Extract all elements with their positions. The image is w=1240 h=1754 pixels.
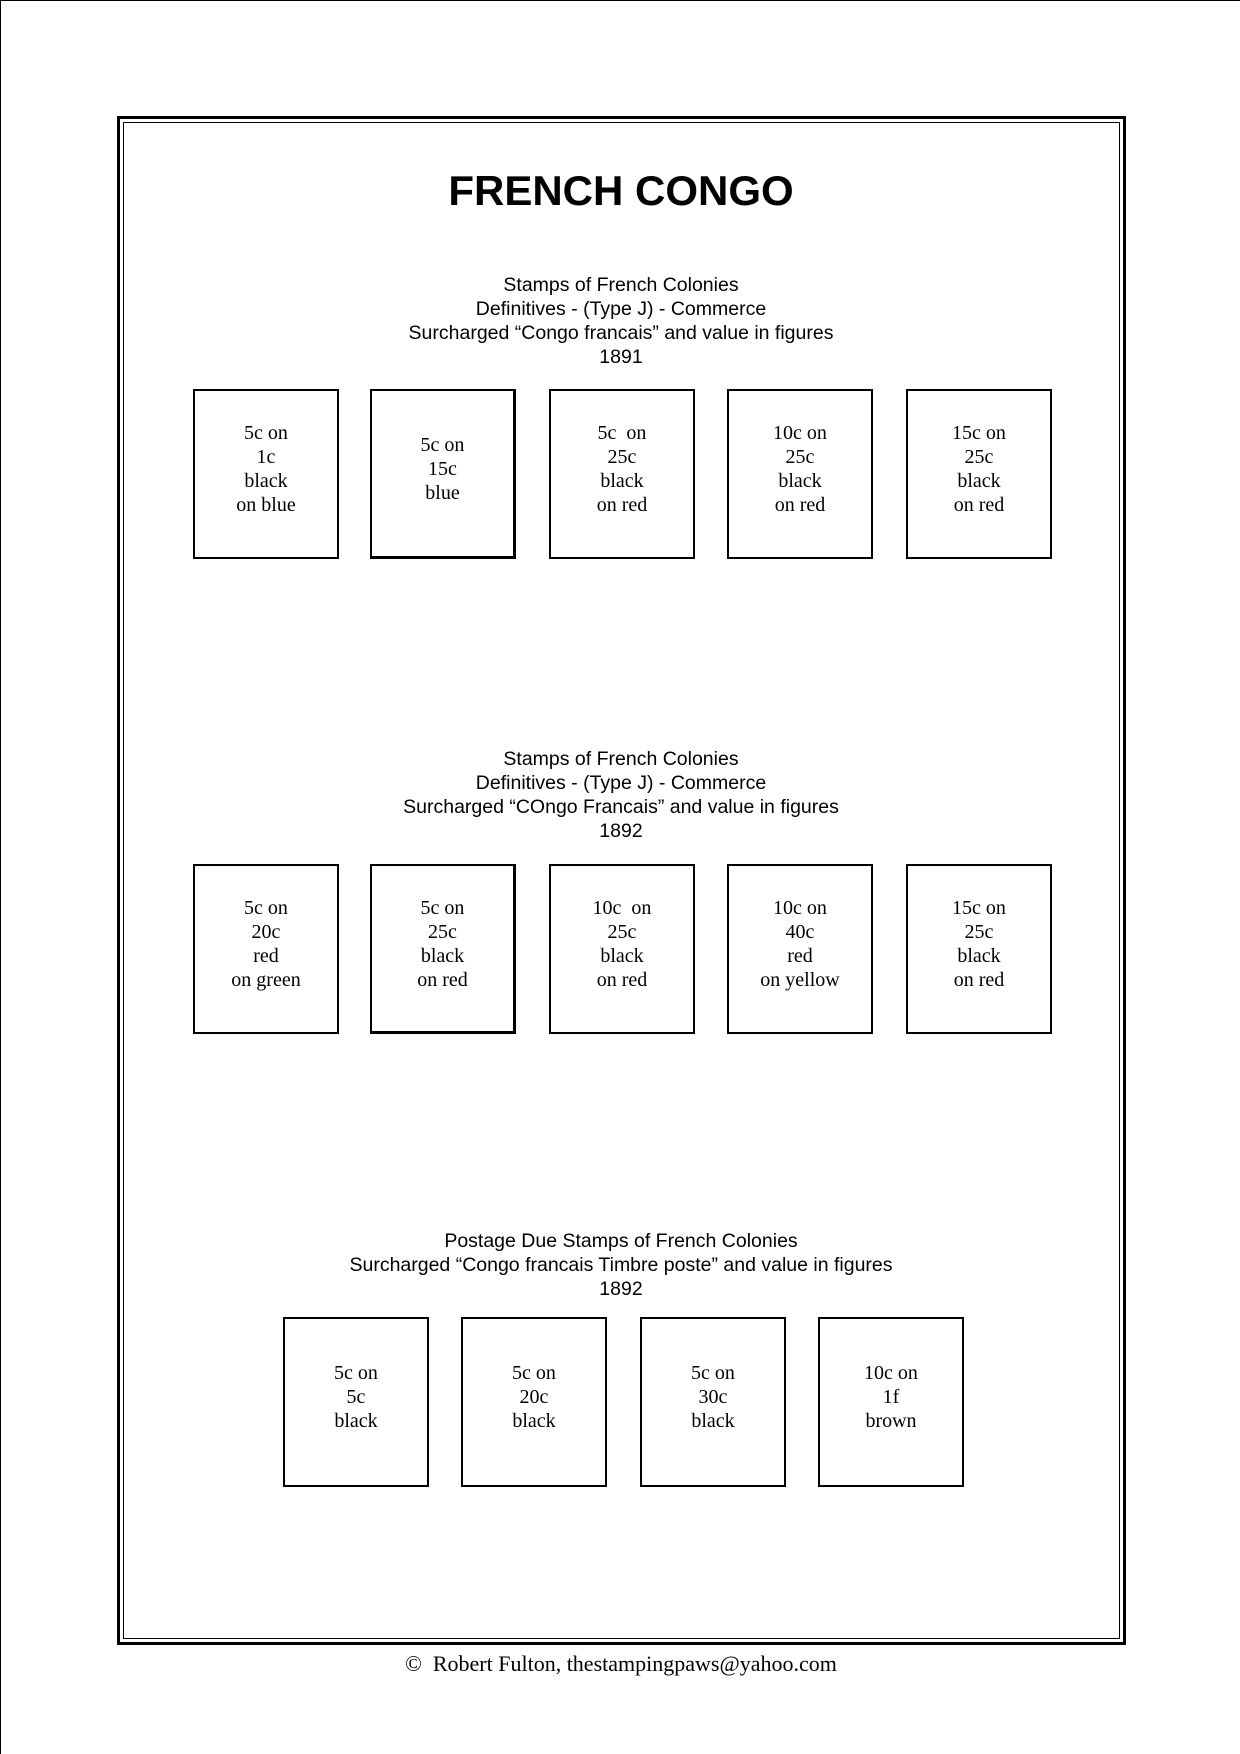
stamp-line: 25c (785, 446, 815, 468)
stamp-description (417, 896, 468, 992)
stamp-space (370, 864, 516, 1034)
stamp-line: 25c (964, 921, 994, 943)
stamp-line: 5c on (420, 896, 465, 919)
section-header-postage-due (1, 1229, 1240, 1301)
stamp-space (640, 1317, 786, 1487)
stamp-line: 5c on (244, 897, 288, 919)
stamp-description (952, 421, 1006, 517)
stamp-line: 15c on (952, 422, 1006, 444)
stamp-line: on blue (236, 494, 296, 516)
stamp-description (952, 896, 1006, 992)
stamp-space (193, 389, 339, 559)
stamp-line: 40c (785, 921, 815, 943)
stamp-line: 1c (256, 446, 276, 468)
page-title: FRENCH CONGO (448, 167, 794, 214)
section-header-line: Surcharged “COngo Francais” and value in figures (403, 796, 839, 818)
stamp-line: 5c (346, 1386, 366, 1408)
stamp-line: on red (953, 494, 1005, 516)
section-header-1891 (1, 273, 1240, 369)
stamp-description (334, 1361, 378, 1433)
stamp-line: 25c (607, 921, 637, 943)
section-header-line: 1892 (599, 1278, 643, 1300)
stamp-line: 5c on (334, 1362, 378, 1384)
stamp-space (283, 1317, 429, 1487)
stamp-line: 5c on (512, 1362, 556, 1384)
stamp-line: 10c on (773, 422, 827, 444)
stamp-line: on red (596, 494, 648, 516)
stamp-line: 15c (428, 457, 457, 480)
stamp-line: 5c on (420, 433, 465, 456)
stamp-line: black (512, 1410, 556, 1432)
stamp-line: 10c on (592, 897, 652, 919)
stamp-line: on red (953, 969, 1005, 991)
section-header-line: 1892 (599, 820, 643, 842)
copyright-footer: © Robert Fulton, thestampingpaws@yahoo.com (405, 1651, 837, 1676)
stamp-line: black (244, 470, 288, 492)
stamp-line: on green (231, 969, 301, 991)
section-header-line: 1891 (599, 346, 643, 368)
stamp-space (727, 389, 873, 559)
stamp-description (236, 421, 295, 517)
stamp-description (593, 896, 652, 992)
stamp-description (773, 421, 827, 517)
section-header-1892 (1, 747, 1240, 843)
stamp-space (549, 389, 695, 559)
section-header-line: Definitives - (Type J) - Commerce (475, 298, 767, 320)
stamp-line: red (787, 945, 813, 967)
stamp-line: 10c on (773, 897, 827, 919)
section-header-line: Surcharged “Congo francais Timbre poste” and value in figures (349, 1254, 893, 1276)
stamp-line: black (957, 470, 1001, 492)
stamp-line: 5c on (691, 1362, 735, 1384)
section-header-line: Postage Due Stamps of French Colonies (444, 1230, 798, 1252)
section-header-line: Definitives - (Type J) - Commerce (475, 772, 767, 794)
stamp-line: 5c on (597, 422, 647, 444)
stamp-line: 20c (251, 921, 281, 943)
stamp-description (597, 421, 648, 517)
stamp-line: red (253, 945, 279, 967)
stamp-line: on red (774, 494, 826, 516)
stamp-line: 10c on (864, 1362, 918, 1384)
stamp-description (421, 433, 465, 505)
stamp-space (906, 864, 1052, 1034)
stamp-space (549, 864, 695, 1034)
stamp-space (193, 864, 339, 1034)
stamp-description (864, 1361, 918, 1433)
section-header-line: Stamps of French Colonies (503, 748, 739, 770)
stamp-line: black (957, 945, 1001, 967)
stamp-description (512, 1361, 556, 1433)
stamp-line: 15c on (952, 897, 1006, 919)
stamp-space (818, 1317, 964, 1487)
stamp-space (370, 389, 516, 559)
stamp-line: black (600, 470, 644, 492)
stamp-line: 5c on (244, 422, 288, 444)
stamp-space (727, 864, 873, 1034)
stamp-space (461, 1317, 607, 1487)
stamp-line: 25c (428, 920, 457, 943)
stamp-line: black (691, 1410, 735, 1432)
section-header-line: Stamps of French Colonies (503, 274, 739, 296)
stamp-description (760, 896, 839, 992)
stamp-description (231, 896, 300, 992)
stamp-line: black (420, 944, 465, 967)
stamp-line: 30c (698, 1386, 728, 1408)
stamp-line: on red (417, 968, 468, 991)
stamp-line: black (778, 470, 822, 492)
stamp-line: 1f (882, 1386, 900, 1408)
stamp-line: on yellow (760, 969, 840, 991)
stamp-line: on red (596, 969, 648, 991)
stamp-line: brown (865, 1410, 917, 1432)
stamp-description (691, 1361, 735, 1433)
stamp-line: blue (425, 481, 460, 504)
section-header-line: Surcharged “Congo francais” and value in figures (408, 322, 834, 344)
stamp-space (906, 389, 1052, 559)
stamp-line: 20c (519, 1386, 549, 1408)
stamp-line: black (334, 1410, 378, 1432)
stamp-line: 25c (964, 446, 994, 468)
stamp-line: black (600, 945, 644, 967)
stamp-line: 25c (607, 446, 637, 468)
